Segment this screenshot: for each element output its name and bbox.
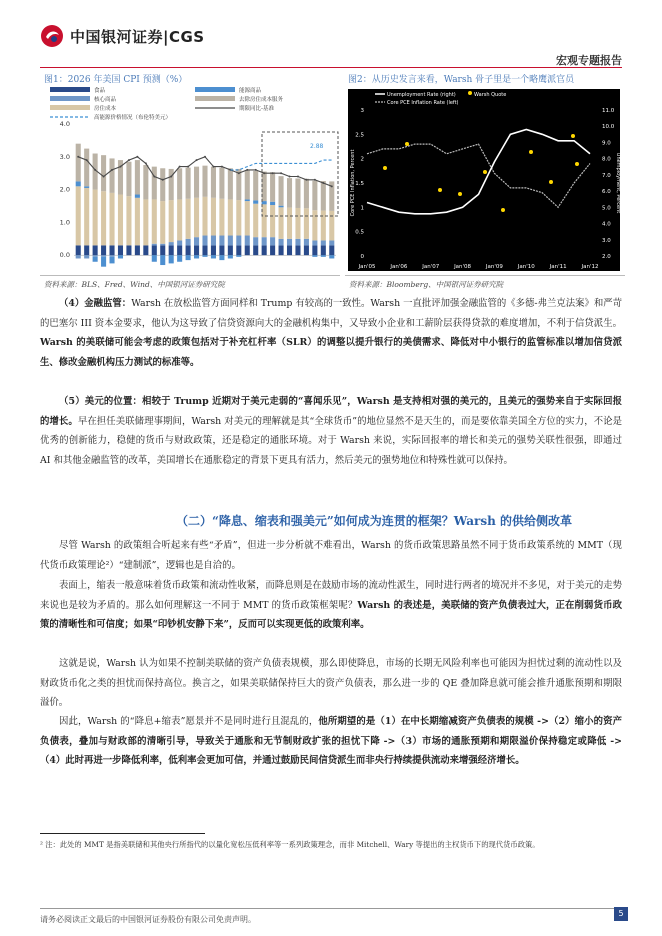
bar-segment <box>219 236 224 246</box>
bar-segment <box>194 167 199 198</box>
bar-segment <box>253 200 258 203</box>
bar-segment <box>228 168 233 199</box>
bar-segment <box>312 240 317 245</box>
bar-segment <box>169 242 174 245</box>
line-point <box>322 182 324 184</box>
quote-marker <box>571 134 575 138</box>
line-point <box>86 159 88 161</box>
quote-marker <box>529 150 533 154</box>
bar-segment <box>304 245 309 255</box>
bar-segment <box>262 245 267 255</box>
bar-segment <box>321 240 326 245</box>
bar-segment <box>143 245 148 255</box>
bar-segment <box>270 202 275 205</box>
bar-segment <box>118 255 123 258</box>
legend-swatch <box>468 91 472 95</box>
bar-segment <box>304 239 309 246</box>
bar-segment <box>177 240 182 245</box>
bar-segment <box>84 149 89 187</box>
bar-segment <box>228 236 233 246</box>
bar-segment <box>186 239 191 246</box>
legend-swatch <box>50 105 90 110</box>
figure-1-chart <box>40 72 340 272</box>
bar-segment <box>135 160 140 194</box>
bar-segment <box>126 196 131 245</box>
legend-label: 房住成本 <box>94 106 117 112</box>
bar-segment <box>160 168 165 201</box>
line-point <box>297 175 299 177</box>
bar-segment <box>287 208 292 239</box>
bar-segment <box>135 245 140 255</box>
bar-segment <box>135 198 140 246</box>
bar-segment <box>101 255 106 257</box>
bar-segment <box>177 255 182 262</box>
y-tick-label: 2.0 <box>59 185 70 194</box>
y-right-tick-label: 3.0 <box>602 237 611 244</box>
figure-1-source: 资料来源：BLS、Fred、Wind、中国银河证券研究院 <box>44 280 225 289</box>
line-point <box>305 179 307 181</box>
bar-segment <box>245 245 250 255</box>
legend-label: 核心商品 <box>94 97 117 103</box>
bar-segment <box>321 181 326 211</box>
x-tick-label: Jan'07 <box>422 264 440 270</box>
line-point <box>145 162 147 164</box>
line-point <box>77 156 79 158</box>
bar-segment <box>160 255 165 265</box>
bar-segment <box>143 165 148 199</box>
bar-segment <box>245 170 250 200</box>
line-point <box>196 159 198 161</box>
legend-label: 高能源价格情况（布伦特美元） <box>94 115 172 121</box>
bar-segment <box>304 179 309 209</box>
legend-label: Unemployment Rate (right) <box>387 92 456 98</box>
bar-segment <box>152 244 157 246</box>
line-point <box>128 159 130 161</box>
bar-segment <box>202 255 207 257</box>
bar-segment <box>93 245 98 255</box>
bar-segment <box>228 255 233 258</box>
bar-segment <box>93 190 98 246</box>
legend-label: 食品 <box>94 88 106 94</box>
line-point <box>103 175 105 177</box>
bar-segment <box>236 255 241 257</box>
bar-segment <box>169 255 174 263</box>
paragraph-mmt-framework <box>40 576 622 635</box>
bar-segment <box>211 255 216 258</box>
y-tick-label: 1.0 <box>59 218 70 227</box>
bar-segment <box>84 255 89 258</box>
paragraph-policy-logic <box>40 536 622 575</box>
bar-segment <box>295 208 300 239</box>
bar-segment <box>211 245 216 255</box>
x-tick-label: Jan'09 <box>485 264 503 270</box>
bar-segment <box>253 245 258 255</box>
quote-marker <box>501 208 505 212</box>
bar-segment <box>84 188 89 245</box>
bar-segment <box>202 197 207 236</box>
legend-label: Warsh Quote <box>474 92 507 98</box>
y-right-tick-label: 5.0 <box>602 205 611 212</box>
figure-2-background <box>348 89 620 271</box>
line-point <box>238 172 240 174</box>
bar-segment <box>253 237 258 245</box>
line-point <box>221 166 223 168</box>
bar-segment <box>287 245 292 255</box>
bar-segment <box>279 239 284 246</box>
report-type: 宏观专题报告 <box>556 54 622 67</box>
bar-segment <box>135 195 140 198</box>
bar-segment <box>287 239 292 246</box>
quote-marker <box>405 142 409 146</box>
bar-segment <box>219 245 224 255</box>
bar-segment <box>76 181 81 186</box>
line-point <box>255 169 257 171</box>
x-tick-label: Jan'06 <box>390 264 408 270</box>
bar-segment <box>76 255 81 258</box>
bar-segment <box>109 257 114 264</box>
legend-label: Core PCE Inflation Rate (left) <box>387 100 459 106</box>
bar-segment <box>329 245 334 255</box>
quote-marker <box>575 162 579 166</box>
y-tick-label: 3.0 <box>59 152 70 161</box>
bar-segment <box>236 245 241 255</box>
bar-segment <box>152 199 157 243</box>
bar-segment <box>245 199 250 201</box>
bar-segment <box>93 257 98 262</box>
bar-segment <box>211 167 216 198</box>
y-right-tick-label: 11.0 <box>602 108 615 114</box>
bar-segment <box>160 245 165 255</box>
disclaimer: 请务必阅读正文最后的中国银河证券股份有限公司免责声明。 <box>40 915 256 924</box>
bar-segment <box>186 199 191 239</box>
line-point <box>94 169 96 171</box>
bar-segment <box>169 200 174 242</box>
quote-marker <box>383 166 387 170</box>
y-right-tick-label: 8.0 <box>602 156 611 163</box>
paragraph-financial-regulation <box>40 294 622 372</box>
y-right-tick-label: 9.0 <box>602 140 611 147</box>
paragraph-segment: 早在担任美联储理事期间，Warsh 对美元的理解就是其“全球货币”的地位显然不是天生的，而是要依靠美国全方位的实力，不论是优秀的创新能力，稳健的货币与财政政策，还是稳定的通胀环境。对于 Warsh 来说，实际回报率的增长和美元的强势关联性很强，即通过 AI 和其他金融监管的改革，美国增长在通胀稳定的背景下更具有活力，然后美元的强势地位和特殊性就可以保持。 <box>40 415 622 466</box>
series-line <box>230 160 331 170</box>
paragraph-segment: 尽管 Warsh 的政策组合听起来有些“矛盾”，但进一步分析就不难看出，Warsh 的货币政策思路虽然不同于货币政策系统的 MMT（现代货币政策理论²）“建制派”，逻辑也是自洽的。 <box>40 540 622 571</box>
bar-segment <box>160 201 165 244</box>
bar-segment <box>186 168 191 199</box>
legend-swatch <box>50 96 90 101</box>
bar-segment <box>219 168 224 199</box>
bar-segment <box>101 191 106 245</box>
bar-segment <box>202 166 207 197</box>
company-logo <box>40 24 205 48</box>
line-point <box>153 175 155 177</box>
bar-segment <box>101 155 106 191</box>
highlight-value-label: 2.88 <box>310 143 324 150</box>
bar-segment <box>329 211 334 241</box>
line-point <box>136 156 138 158</box>
figure-2-title: 图2：从历史发言来看，Warsh 骨子里是一个略鹰派官员 <box>348 75 575 85</box>
bar-segment <box>245 201 250 235</box>
line-point <box>314 179 316 181</box>
bar-segment <box>287 178 292 208</box>
bar-segment <box>211 236 216 246</box>
bar-segment <box>143 199 148 245</box>
x-tick-label: Jan'08 <box>454 264 472 270</box>
paragraph-balance-sheet <box>40 654 622 713</box>
bar-segment <box>295 178 300 208</box>
bar-segment <box>93 255 98 257</box>
quote-marker <box>438 188 442 192</box>
figure-1-title: 图1：2026 年美国 CPI 预测（%） <box>44 75 188 85</box>
bar-segment <box>321 245 326 255</box>
line-point <box>272 172 274 174</box>
bar-segment <box>321 255 326 257</box>
bar-segment <box>194 255 199 258</box>
bar-segment <box>304 208 309 239</box>
figure-2-chart <box>345 72 625 272</box>
y-right-axis-label: Unemployment, Percent <box>615 152 621 214</box>
bar-segment <box>312 245 317 255</box>
paragraph-segment: （5）美元的位置：相较于 Trump 近期对于美元走弱的“喜闻乐见”，Warsh 是支持相对强的美元的，且美元的强势来自于实际回报的增长。 <box>40 396 622 427</box>
y-right-tick-label: 10.0 <box>602 124 615 131</box>
company-name: 中国银河证券|CGS <box>70 27 205 46</box>
y-right-tick-label: 2.0 <box>602 254 611 260</box>
line-point <box>170 175 172 177</box>
bar-segment <box>84 186 89 188</box>
bar-segment <box>76 186 81 245</box>
bar-segment <box>76 245 81 255</box>
bar-segment <box>76 144 81 182</box>
bar-segment <box>152 245 157 255</box>
paragraph-segment: Warsh 在放松监管方面同样和 Trump 有较高的一致性。Warsh 一直批评加强金融监管的《多德-弗兰克法案》和严苛的巴塞尔 III 资本金要求，他认为这导致了信贷资源向大的金融机构集中，又导致小企业和工薪阶层获得贷款的难度增加，不利于信贷派生。 <box>40 298 622 329</box>
line-point <box>119 166 121 168</box>
line-point <box>162 179 164 181</box>
page-number: 5 <box>614 907 628 921</box>
legend-label: 期限同比-基准 <box>239 106 274 112</box>
bar-segment <box>270 245 275 255</box>
bar-segment <box>253 204 258 237</box>
bar-segment <box>270 237 275 245</box>
y-left-axis-label: Core PCE Inflation, Percent <box>350 149 356 217</box>
bar-segment <box>152 167 157 200</box>
paragraph-segment: 这就是说，Warsh 认为如果不控制美联储的资产负债表规模，那么即使降息，市场的长期无风险利率也可能因为担忧过剩的流动性以及财政货币化之类的担忧而保持高位。换言之，如果美联储保持巨大的资产负债表，那么进一步的 QE 叠加降息就可能会推升通胀预期和期限溢价。 <box>40 658 622 708</box>
bar-segment <box>228 199 233 235</box>
bar-segment <box>118 245 123 255</box>
line-point <box>187 166 189 168</box>
bar-segment <box>194 245 199 255</box>
line-point <box>263 172 265 174</box>
bar-segment <box>194 198 199 237</box>
quote-marker <box>483 170 487 174</box>
bar-segment <box>101 245 106 255</box>
quote-marker <box>549 180 553 184</box>
quote-marker <box>458 192 462 196</box>
bar-segment <box>262 237 267 245</box>
y-left-tick-label: 2 <box>360 156 364 163</box>
bar-segment <box>295 245 300 255</box>
bar-segment <box>253 171 258 201</box>
bar-segment <box>84 245 89 255</box>
bar-segment <box>109 158 114 192</box>
bar-segment <box>329 240 334 245</box>
y-tick-label: 0.0 <box>59 251 70 260</box>
x-tick-label: Jan'12 <box>581 264 599 270</box>
section-heading: （二）“降息、缩表和强美元”如何成为连贯的框架？Warsh 的供给侧改革 <box>176 514 572 528</box>
paragraph-segment: 因此，Warsh 的“降息+缩表”愿景并不是同时进行且混乱的， <box>59 716 319 727</box>
bar-segment <box>236 200 241 235</box>
line-point <box>280 172 282 174</box>
figure-2-source: 资料来源：Bloomberg、中国银河证券研究院 <box>349 280 504 289</box>
bar-segment <box>186 245 191 255</box>
bar-segment <box>219 199 224 236</box>
paragraph-segment: 他所期望的是（1）在中长期缩减资产负债表的规模 ->（2）缩小的资产负债表，叠加与财政部的清晰引导，导致关于通胀和无节制财政扩张的担忧下降 ->（3）市场的通胀预期和期限溢价保持稳定或降低 ->（4）此时再进一步降低利率，低利率会更加可信，并通过鼓励民间信贷派生而非央行持续提供流动来增强经济增长。 <box>40 716 622 766</box>
bar-segment <box>186 255 191 260</box>
y-right-tick-label: 4.0 <box>602 221 611 228</box>
bar-segment <box>194 237 199 245</box>
bar-segment <box>329 255 334 258</box>
bar-segment <box>118 195 123 246</box>
figure-2-rule <box>345 275 625 276</box>
y-left-tick-label: 3 <box>360 108 364 114</box>
figure-1 <box>40 72 340 272</box>
bar-segment <box>211 198 216 236</box>
bar-segment <box>295 239 300 246</box>
bar-segment <box>312 181 317 211</box>
y-left-tick-label: 0 <box>360 254 364 260</box>
y-left-tick-label: 0.5 <box>355 229 364 236</box>
paragraph-segment: Warsh 的表述是，美联储的资产负债表过大，正在削弱货币政策的清晰性和可信度；如果“印钞机安静下来”，反而可以实现更低的政策利率。 <box>40 599 622 630</box>
legend-swatch <box>195 96 235 101</box>
bar-segment <box>312 210 317 240</box>
figure-2 <box>345 72 625 272</box>
footnote: ² 注：此处的 MMT 是指美联储和其他央行所指代的以量化宽松压低利率等一系列政策理念，而非 Mitchell、Wary 等提出的主权货币下的现代货币政策。 <box>40 840 540 849</box>
bar-segment <box>279 176 284 206</box>
y-left-tick-label: 1 <box>360 205 364 212</box>
bar-segment <box>228 245 233 255</box>
x-tick-label: Jan'05 <box>358 264 376 270</box>
bar-segment <box>177 168 182 199</box>
paragraph-sequence <box>40 712 622 771</box>
paragraph-dollar-position <box>40 392 622 470</box>
bar-segment <box>160 244 165 246</box>
legend-swatch <box>195 87 235 92</box>
y-tick-label: 4.0 <box>59 120 70 128</box>
x-tick-label: Jan'11 <box>549 264 567 270</box>
bar-segment <box>279 206 284 208</box>
bar-segment <box>279 245 284 255</box>
bar-segment <box>279 207 284 238</box>
paragraph-segment: Warsh 的美联储可能会考虑的政策包括对于补充杠杆率（SLR）的调整以提升银行的美债需求、降低对中小银行的监管标准以增加信贷派生、修改金融机构压力测试的标准等。 <box>40 337 622 368</box>
x-tick-label: Jan'10 <box>517 264 535 270</box>
cgs-logo-icon <box>40 24 64 48</box>
bar-segment <box>236 236 241 246</box>
line-point <box>246 169 248 171</box>
bar-segment <box>245 236 250 246</box>
footer-rule <box>40 908 622 909</box>
line-point <box>179 166 181 168</box>
bar-segment <box>101 257 106 267</box>
line-point <box>111 169 113 171</box>
paragraph-segment: 表面上，缩表一般意味着货币政策和流动性收紧，而降息则是在鼓励市场的流动性派生，同时进行两者的境况并不多见，对于美元的走势来说也是较为矛盾的。那么如何理解这一不同于 MMT 的货币政策框架呢？ <box>40 580 622 611</box>
y-right-tick-label: 7.0 <box>602 172 611 179</box>
bar-segment <box>219 255 224 260</box>
bar-segment <box>126 245 131 255</box>
header-rule <box>40 67 622 68</box>
figure-1-rule <box>40 275 340 276</box>
bar-segment <box>177 245 182 255</box>
line-point <box>204 156 206 158</box>
bar-segment <box>109 193 114 245</box>
bar-segment <box>109 255 114 257</box>
bar-segment <box>202 245 207 255</box>
bar-segment <box>270 205 275 237</box>
bar-segment <box>126 162 131 196</box>
legend-label: 能源商品 <box>239 88 262 94</box>
bar-segment <box>312 255 317 257</box>
bar-segment <box>109 245 114 255</box>
bar-segment <box>270 172 275 202</box>
line-point <box>289 175 291 177</box>
line-point <box>331 185 333 187</box>
bar-segment <box>169 245 174 255</box>
legend-label: 去除房住成本服务 <box>239 97 284 103</box>
bar-segment <box>202 236 207 246</box>
footnote-rule <box>40 833 205 834</box>
y-left-tick-label: 1.5 <box>355 181 364 187</box>
bar-segment <box>177 199 182 240</box>
y-left-tick-label: 2.5 <box>355 132 364 139</box>
y-right-tick-label: 6.0 <box>602 189 611 196</box>
bar-segment <box>321 211 326 241</box>
line-point <box>212 166 214 168</box>
bar-segment <box>152 255 157 262</box>
paragraph-segment: （4）金融监管： <box>59 298 132 309</box>
legend-swatch <box>50 87 90 92</box>
